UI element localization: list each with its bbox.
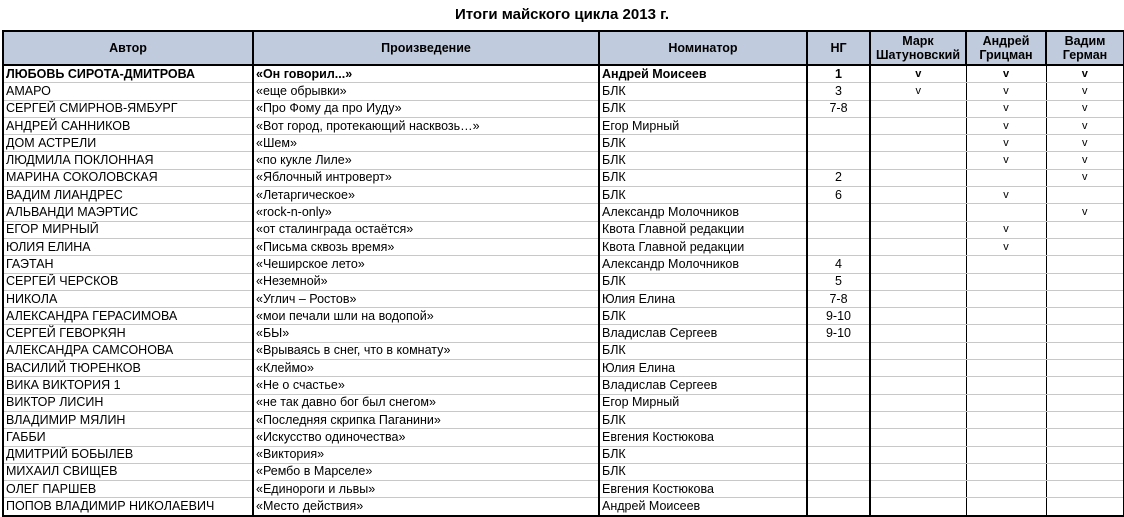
andrey-gritsman-vote-cell [966, 325, 1046, 342]
results-table [2, 30, 1124, 517]
author-cell: АЛЬВАНДИ МАЭРТИС [3, 204, 253, 221]
mark-shatunovsky-vote-cell [870, 498, 966, 516]
author-cell: ОЛЕГ ПАРШЕВ [3, 481, 253, 498]
andrey-gritsman-vote-cell: v [966, 100, 1046, 117]
author-cell: ВЛАДИМИР МЯЛИН [3, 411, 253, 428]
andrey-gritsman-vote-cell: v [966, 187, 1046, 204]
work-cell: «Яблочный интроверт» [253, 169, 599, 186]
mark-shatunovsky-vote-cell [870, 135, 966, 152]
mark-shatunovsky-vote-cell [870, 446, 966, 463]
table-row [3, 100, 1124, 117]
ng-cell [807, 238, 870, 255]
nominator-cell: БЛК [599, 83, 807, 100]
author-cell: СЕРГЕЙ ЧЕРСКОВ [3, 273, 253, 290]
vadim-german-vote-cell: v [1046, 83, 1124, 100]
nominator-cell: БЛК [599, 273, 807, 290]
mark-shatunovsky-vote-cell: v [870, 83, 966, 100]
vadim-german-vote-cell: v [1046, 204, 1124, 221]
table-row [3, 117, 1124, 134]
mark-shatunovsky-vote-cell [870, 429, 966, 446]
andrey-gritsman-vote-cell: v [966, 117, 1046, 134]
table-row [3, 360, 1124, 377]
ng-cell: 2 [807, 169, 870, 186]
vadim-german-vote-cell [1046, 221, 1124, 238]
andrey-gritsman-vote-cell: v [966, 135, 1046, 152]
table-row [3, 411, 1124, 428]
mark-shatunovsky-vote-cell [870, 169, 966, 186]
mark-shatunovsky-vote-cell [870, 394, 966, 411]
nominator-cell: Егор Мирный [599, 394, 807, 411]
header-mark-shatunovsky [870, 31, 966, 65]
nominator-cell: Квота Главной редакции [599, 221, 807, 238]
author-cell: ГАББИ [3, 429, 253, 446]
vadim-german-vote-cell [1046, 394, 1124, 411]
mark-shatunovsky-vote-cell [870, 325, 966, 342]
andrey-gritsman-vote-cell: v [966, 221, 1046, 238]
vadim-german-vote-cell: v [1046, 135, 1124, 152]
mark-shatunovsky-vote-cell [870, 152, 966, 169]
andrey-gritsman-vote-cell [966, 411, 1046, 428]
andrey-gritsman-vote-cell [966, 342, 1046, 359]
author-cell: СЕРГЕЙ СМИРНОВ-ЯМБУРГ [3, 100, 253, 117]
mark-shatunovsky-vote-cell [870, 238, 966, 255]
andrey-gritsman-vote-cell [966, 308, 1046, 325]
andrey-gritsman-vote-cell [966, 169, 1046, 186]
table-row [3, 256, 1124, 273]
table-row [3, 290, 1124, 307]
andrey-gritsman-vote-cell [966, 446, 1046, 463]
header-vadim-german [1046, 31, 1124, 65]
header-andrey-line1: Андрей [982, 34, 1030, 48]
andrey-gritsman-vote-cell: v [966, 83, 1046, 100]
ng-cell: 9-10 [807, 308, 870, 325]
work-cell: «Летаргическое» [253, 187, 599, 204]
mark-shatunovsky-vote-cell [870, 204, 966, 221]
nominator-cell: Владислав Сергеев [599, 377, 807, 394]
author-cell: ЮЛИЯ ЕЛИНА [3, 238, 253, 255]
nominator-cell: Андрей Моисеев [599, 498, 807, 516]
ng-cell: 5 [807, 273, 870, 290]
andrey-gritsman-vote-cell: v [966, 152, 1046, 169]
nominator-cell: Юлия Елина [599, 360, 807, 377]
work-cell: «Шем» [253, 135, 599, 152]
table-row [3, 429, 1124, 446]
mark-shatunovsky-vote-cell [870, 308, 966, 325]
nominator-cell: БЛК [599, 169, 807, 186]
ng-cell [807, 411, 870, 428]
table-row [3, 325, 1124, 342]
nominator-cell: Квота Главной редакции [599, 238, 807, 255]
nominator-cell: БЛК [599, 187, 807, 204]
vadim-german-vote-cell: v [1046, 169, 1124, 186]
nominator-cell: БЛК [599, 446, 807, 463]
author-cell: АМАРО [3, 83, 253, 100]
andrey-gritsman-vote-cell [966, 204, 1046, 221]
ng-cell [807, 498, 870, 516]
mark-shatunovsky-vote-cell [870, 342, 966, 359]
table-row [3, 83, 1124, 100]
table-row [3, 463, 1124, 480]
work-cell: «Виктория» [253, 446, 599, 463]
nominator-cell: БЛК [599, 100, 807, 117]
vadim-german-vote-cell [1046, 377, 1124, 394]
author-cell: ЕГОР МИРНЫЙ [3, 221, 253, 238]
mark-shatunovsky-vote-cell [870, 463, 966, 480]
mark-shatunovsky-vote-cell [870, 117, 966, 134]
author-cell: ПОПОВ ВЛАДИМИР НИКОЛАЕВИЧ [3, 498, 253, 516]
andrey-gritsman-vote-cell [966, 498, 1046, 516]
vadim-german-vote-cell [1046, 273, 1124, 290]
mark-shatunovsky-vote-cell [870, 221, 966, 238]
ng-cell [807, 481, 870, 498]
author-cell: ДМИТРИЙ БОБЫЛЕВ [3, 446, 253, 463]
andrey-gritsman-vote-cell [966, 429, 1046, 446]
andrey-gritsman-vote-cell [966, 290, 1046, 307]
author-cell: СЕРГЕЙ ГЕВОРКЯН [3, 325, 253, 342]
work-cell: «Последняя скрипка Паганини» [253, 411, 599, 428]
andrey-gritsman-vote-cell [966, 463, 1046, 480]
vadim-german-vote-cell [1046, 360, 1124, 377]
work-cell: «еще обрывки» [253, 83, 599, 100]
vadim-german-vote-cell [1046, 411, 1124, 428]
table-row [3, 169, 1124, 186]
vadim-german-vote-cell: v [1046, 65, 1124, 83]
work-cell: «по кукле Лиле» [253, 152, 599, 169]
work-cell: «Место действия» [253, 498, 599, 516]
work-cell: «Про Фому да про Иуду» [253, 100, 599, 117]
mark-shatunovsky-vote-cell [870, 100, 966, 117]
header-vadim-line2: Герман [1062, 48, 1108, 62]
author-cell: ГАЭТАН [3, 256, 253, 273]
work-cell: «Письма сквозь время» [253, 238, 599, 255]
table-row [3, 221, 1124, 238]
work-cell: «Углич – Ростов» [253, 290, 599, 307]
ng-cell: 7-8 [807, 290, 870, 307]
vadim-german-vote-cell [1046, 429, 1124, 446]
author-cell: АЛЕКСАНДРА ГЕРАСИМОВА [3, 308, 253, 325]
mark-shatunovsky-vote-cell [870, 290, 966, 307]
vadim-german-vote-cell [1046, 256, 1124, 273]
ng-cell [807, 377, 870, 394]
header-nominator: Номинатор [599, 31, 807, 65]
andrey-gritsman-vote-cell [966, 273, 1046, 290]
mark-shatunovsky-vote-cell [870, 481, 966, 498]
header-mark-line2: Шатуновский [875, 48, 961, 62]
work-cell: «Рембо в Марселе» [253, 463, 599, 480]
mark-shatunovsky-vote-cell [870, 256, 966, 273]
work-cell: «Не о счастье» [253, 377, 599, 394]
author-cell: АНДРЕЙ САННИКОВ [3, 117, 253, 134]
vadim-german-vote-cell [1046, 187, 1124, 204]
header-row [3, 31, 1124, 65]
vadim-german-vote-cell [1046, 290, 1124, 307]
work-cell: «Чеширское лето» [253, 256, 599, 273]
mark-shatunovsky-vote-cell: v [870, 65, 966, 83]
nominator-cell: БЛК [599, 308, 807, 325]
work-cell: «от сталинграда остаётся» [253, 221, 599, 238]
work-cell: «Он говорил...» [253, 65, 599, 83]
vadim-german-vote-cell [1046, 342, 1124, 359]
vadim-german-vote-cell: v [1046, 117, 1124, 134]
table-row [3, 394, 1124, 411]
nominator-cell: Александр Молочников [599, 256, 807, 273]
ng-cell [807, 117, 870, 134]
ng-cell [807, 429, 870, 446]
author-cell: ЛЮБОВЬ СИРОТА-ДМИТРОВА [3, 65, 253, 83]
page-title: Итоги майского цикла 2013 г. [454, 6, 669, 23]
author-cell: ВАДИМ ЛИАНДРЕС [3, 187, 253, 204]
table-row [3, 481, 1124, 498]
table-row [3, 238, 1124, 255]
table-row [3, 152, 1124, 169]
work-cell: «не так давно бог был снегом» [253, 394, 599, 411]
work-cell: «Врываясь в снег, что в комнату» [253, 342, 599, 359]
table-row [3, 446, 1124, 463]
vadim-german-vote-cell [1046, 498, 1124, 516]
header-vadim-line1: Вадим [1064, 34, 1106, 48]
nominator-cell: БЛК [599, 411, 807, 428]
mark-shatunovsky-vote-cell [870, 273, 966, 290]
work-cell: «мои печали шли на водопой» [253, 308, 599, 325]
nominator-cell: БЛК [599, 135, 807, 152]
work-cell: «Искусство одиночества» [253, 429, 599, 446]
header-work: Произведение [253, 31, 599, 65]
vadim-german-vote-cell [1046, 446, 1124, 463]
ng-cell [807, 342, 870, 359]
andrey-gritsman-vote-cell [966, 360, 1046, 377]
nominator-cell: Егор Мирный [599, 117, 807, 134]
header-mark-line1: Марк [902, 34, 934, 48]
author-cell: ВАСИЛИЙ ТЮРЕНКОВ [3, 360, 253, 377]
vadim-german-vote-cell [1046, 481, 1124, 498]
andrey-gritsman-vote-cell [966, 481, 1046, 498]
ng-cell [807, 463, 870, 480]
table-body [3, 65, 1124, 516]
mark-shatunovsky-vote-cell [870, 360, 966, 377]
table-row [3, 342, 1124, 359]
author-cell: МИХАИЛ СВИЩЕВ [3, 463, 253, 480]
work-cell: «Единороги и львы» [253, 481, 599, 498]
ng-cell: 1 [807, 65, 870, 83]
vadim-german-vote-cell [1046, 308, 1124, 325]
table-header [3, 31, 1124, 65]
andrey-gritsman-vote-cell: v [966, 238, 1046, 255]
nominator-cell: БЛК [599, 152, 807, 169]
vadim-german-vote-cell [1046, 325, 1124, 342]
ng-cell [807, 152, 870, 169]
ng-cell: 7-8 [807, 100, 870, 117]
nominator-cell: Владислав Сергеев [599, 325, 807, 342]
header-andrey-gritsman [966, 31, 1046, 65]
nominator-cell: Евгения Костюкова [599, 481, 807, 498]
nominator-cell: Александр Молочников [599, 204, 807, 221]
author-cell: ВИКТОР ЛИСИН [3, 394, 253, 411]
ng-cell [807, 394, 870, 411]
ng-cell [807, 135, 870, 152]
andrey-gritsman-vote-cell [966, 394, 1046, 411]
mark-shatunovsky-vote-cell [870, 187, 966, 204]
work-cell: «rock-n-only» [253, 204, 599, 221]
author-cell: ВИКА ВИКТОРИЯ 1 [3, 377, 253, 394]
vadim-german-vote-cell [1046, 463, 1124, 480]
author-cell: ЛЮДМИЛА ПОКЛОННАЯ [3, 152, 253, 169]
ng-cell [807, 446, 870, 463]
mark-shatunovsky-vote-cell [870, 377, 966, 394]
table-row [3, 273, 1124, 290]
table-row [3, 204, 1124, 221]
author-cell: АЛЕКСАНДРА САМСОНОВА [3, 342, 253, 359]
andrey-gritsman-vote-cell [966, 377, 1046, 394]
andrey-gritsman-vote-cell: v [966, 65, 1046, 83]
ng-cell: 4 [807, 256, 870, 273]
table-row [3, 187, 1124, 204]
header-ng: НГ [807, 31, 870, 65]
ng-cell: 9-10 [807, 325, 870, 342]
header-andrey-line2: Грицман [979, 48, 1033, 62]
ng-cell [807, 360, 870, 377]
header-author: Автор [3, 31, 253, 65]
nominator-cell: БЛК [599, 463, 807, 480]
ng-cell: 6 [807, 187, 870, 204]
ng-cell [807, 204, 870, 221]
table-row [3, 498, 1124, 516]
table-row [3, 65, 1124, 83]
vadim-german-vote-cell: v [1046, 100, 1124, 117]
author-cell: НИКОЛА [3, 290, 253, 307]
work-cell: «Неземной» [253, 273, 599, 290]
table-row [3, 308, 1124, 325]
table-row [3, 377, 1124, 394]
vadim-german-vote-cell: v [1046, 152, 1124, 169]
ng-cell [807, 221, 870, 238]
table-row [3, 135, 1124, 152]
work-cell: «БЫ» [253, 325, 599, 342]
nominator-cell: Евгения Костюкова [599, 429, 807, 446]
andrey-gritsman-vote-cell [966, 256, 1046, 273]
mark-shatunovsky-vote-cell [870, 411, 966, 428]
nominator-cell: Андрей Моисеев [599, 65, 807, 83]
work-cell: «Клеймо» [253, 360, 599, 377]
vadim-german-vote-cell [1046, 238, 1124, 255]
nominator-cell: БЛК [599, 342, 807, 359]
nominator-cell: Юлия Елина [599, 290, 807, 307]
work-cell: «Вот город, протекающий насквозь…» [253, 117, 599, 134]
ng-cell: 3 [807, 83, 870, 100]
author-cell: ДОМ АСТРЕЛИ [3, 135, 253, 152]
author-cell: МАРИНА СОКОЛОВСКАЯ [3, 169, 253, 186]
